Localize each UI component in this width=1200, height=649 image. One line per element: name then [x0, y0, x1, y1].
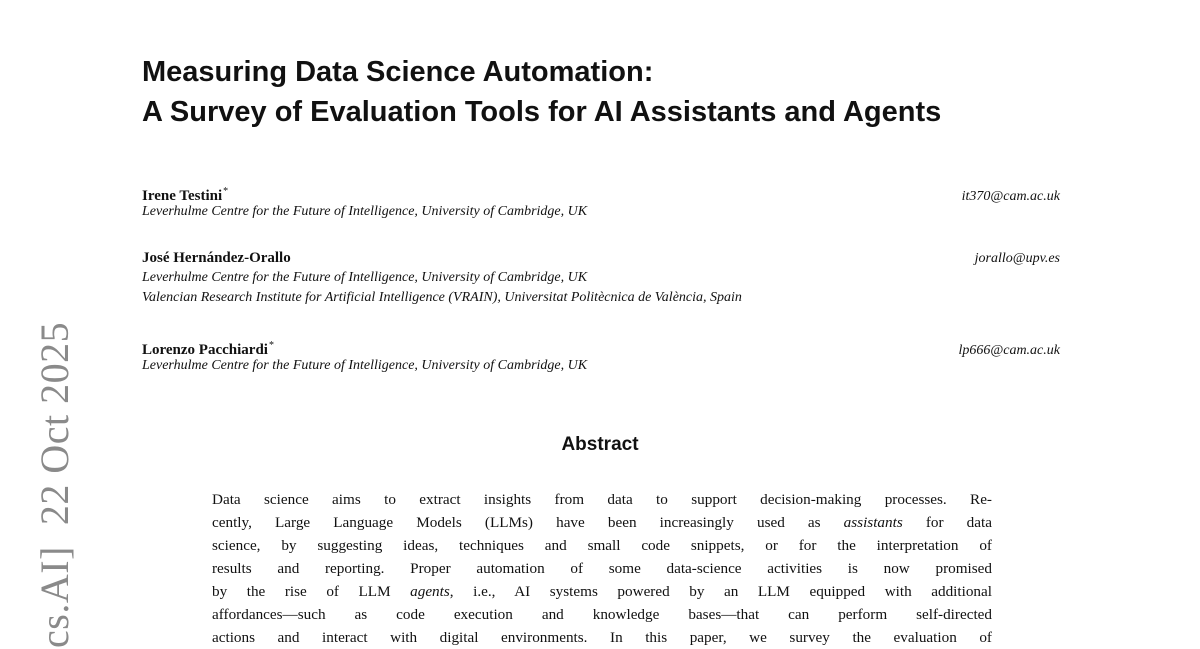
author-affiliation: Valencian Research Institute for Artificial Intelligence (VRAIN), Universitat Politècnica de València, Spain — [142, 290, 742, 305]
author-affiliation: Leverhulme Centre for the Future of Intelligence, University of Cambridge, UK — [142, 270, 588, 285]
author-email: it370@cam.ac.uk — [961, 189, 1060, 204]
abstract-body — [212, 488, 992, 649]
author-affiliation: Leverhulme Centre for the Future of Intelligence, University of Cambridge, UK — [142, 358, 588, 373]
abstract-line: affordances—such as code execution and knowledge bases—that can perform self-directed — [212, 606, 992, 623]
abstract-line: science, by suggesting ideas, techniques and small code snippets, or for the interpretation of — [212, 537, 992, 554]
author-name-text: José Hernández-Orallo — [142, 250, 291, 266]
author-email: jorallo@upv.es — [974, 251, 1060, 266]
author-marker: * — [268, 340, 274, 351]
author-affiliation: Leverhulme Centre for the Future of Intelligence, University of Cambridge, UK — [142, 204, 588, 219]
author-line — [142, 248, 1060, 268]
abstract-line: cently, Large Language Models (LLMs) have been increasingly used as assistants for data — [212, 514, 992, 531]
abstract-line: by the rise of LLM agents, i.e., AI systems powered by an LLM equipped with additional — [212, 583, 992, 600]
author-marker: * — [223, 186, 229, 197]
paper-title-line-2: A Survey of Evaluation Tools for AI Assistants and Agents — [142, 96, 942, 128]
author-name-text: Irene Testini — [142, 188, 223, 204]
abstract-heading — [0, 432, 1200, 458]
author-block-hernandez-orallo — [142, 248, 1060, 308]
author-line — [142, 336, 1060, 356]
abstract-heading-text: Abstract — [561, 434, 639, 455]
abstract-line: Data science aims to extract insights from data to support decision-making processes. Re- — [212, 491, 992, 508]
paper-title-line-1: Measuring Data Science Automation: — [142, 56, 654, 88]
author-email: lp666@cam.ac.uk — [958, 343, 1060, 358]
author-block-pacchiardi — [142, 336, 1060, 376]
author-block-testini — [142, 182, 1060, 222]
arxiv-sidebar-stamp: cs.AI] 22 Oct 2025 — [32, 321, 77, 648]
paper-title — [142, 52, 1122, 132]
author-name — [142, 248, 291, 268]
author-name-text: Lorenzo Pacchiardi — [142, 342, 268, 358]
abstract-line: results and reporting. Proper automation of some data-science activities is now promised — [212, 560, 992, 577]
author-line — [142, 182, 1060, 202]
abstract-line: actions and interact with digital environments. In this paper, we survey the evaluation of — [212, 629, 992, 646]
